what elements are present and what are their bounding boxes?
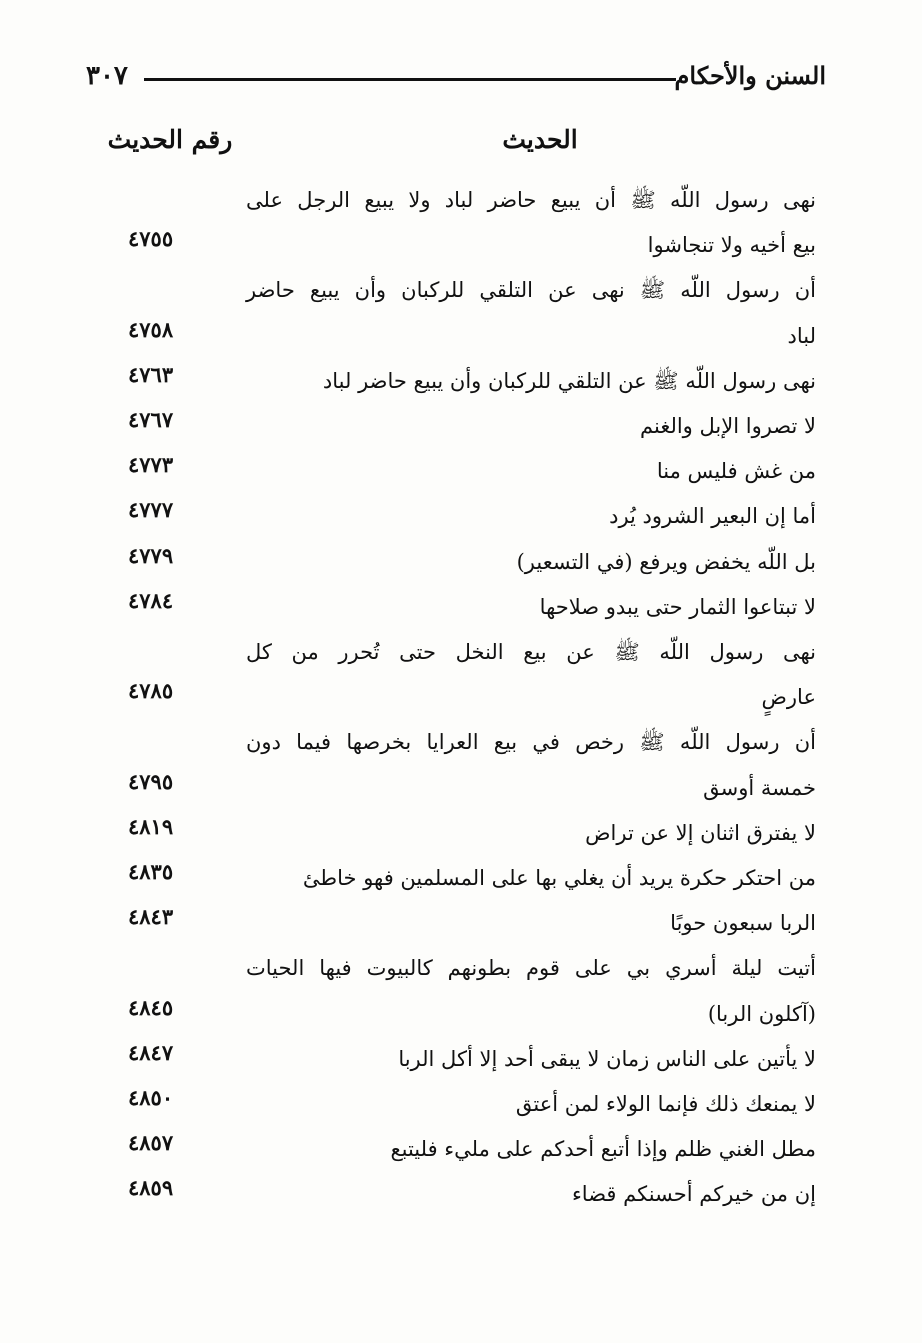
hadith-number: ٤٨٥٧	[128, 1130, 174, 1155]
hadith-number: ٤٨٥٠	[128, 1085, 174, 1110]
hadith-line: لا تبتاعوا الثمار حتى يبدو صلاحها	[539, 595, 816, 619]
hadith-line: أما إن البعير الشرود يُرد	[609, 504, 816, 528]
hadith-line: من احتكر حكرة يريد أن يغلي بها على المسلمين فهو خاطئ	[302, 866, 816, 890]
hadith-line: نهى رسول اللّه ﷺ أن يبيع حاضر لباد ولا يبيع الرجل على	[246, 188, 816, 212]
hadith-number: ٤٨٤٥	[128, 995, 174, 1020]
hadith-line: نهى رسول اللّه ﷺ عن التلقي للركبان وأن يبيع حاضر لباد	[322, 369, 816, 393]
hadith-number: ٤٧٨٥	[128, 678, 174, 703]
hadith-line: لا يفترق اثنان إلا عن تراض	[585, 821, 816, 845]
hadith-line: الربا سبعون حوبًا	[670, 911, 816, 935]
hadith-number: ٤٨١٩	[128, 814, 174, 839]
hadith-number-column-header: رقم الحديث	[107, 125, 233, 154]
hadith-line: بل اللّه يخفض ويرفع (في التسعير)	[516, 550, 816, 574]
hadith-number: ٤٨٥٩	[128, 1175, 174, 1200]
hadith-number: ٤٧٥٨	[128, 317, 174, 342]
book-title: السنن والأحكام	[674, 61, 826, 90]
hadith-line: خمسة أوسق	[703, 776, 816, 800]
hadith-line: من غش فليس منا	[656, 459, 816, 483]
hadith-line: أن رسول اللّه ﷺ رخص في بيع العرايا بخرصها فيما دون	[246, 730, 816, 754]
hadith-line: نهى رسول اللّه ﷺ عن بيع النخل حتى تُحرر من كل	[246, 640, 816, 664]
hadith-number: ٤٨٤٣	[128, 904, 174, 929]
hadith-line: لا يمنعك ذلك فإنما الولاء لمن أعتق	[515, 1092, 816, 1116]
hadith-line: مطل الغني ظلم وإذا أتبع أحدكم على مليء فليتبع	[390, 1137, 816, 1161]
hadith-number: ٤٧٧٧	[128, 497, 174, 522]
hadith-line: لا يأتين على الناس زمان لا يبقى أحد إلا أكل الربا	[398, 1047, 816, 1071]
hadith-column-header: الحديث	[502, 125, 578, 154]
hadith-number: ٤٧٧٣	[128, 452, 174, 477]
hadith-line: بيع أخيه ولا تنجاشوا	[647, 233, 816, 257]
hadith-number: ٤٧٧٩	[128, 543, 174, 568]
hadith-line: لباد	[787, 324, 816, 348]
page-number: ٣٠٧	[86, 61, 128, 91]
header-rule	[144, 78, 676, 81]
hadith-number: ٤٨٣٥	[128, 859, 174, 884]
hadith-line: أتيت ليلة أسري بي على قوم بطونهم كالبيوت فيها الحيات	[246, 956, 816, 980]
hadith-number: ٤٧٩٥	[128, 769, 174, 794]
hadith-line: عارضٍ	[761, 685, 816, 709]
hadith-line: لا تصروا الإبل والغنم	[640, 414, 816, 438]
hadith-number: ٤٧٦٣	[128, 362, 174, 387]
hadith-line: أن رسول اللّه ﷺ نهى عن التلقي للركبان وأن يبيع حاضر	[246, 278, 816, 302]
hadith-line: إن من خيركم أحسنكم قضاء	[571, 1182, 816, 1206]
running-header	[86, 58, 826, 98]
hadith-number: ٤٧٥٥	[128, 226, 174, 251]
hadith-number: ٤٨٤٧	[128, 1040, 174, 1065]
hadith-line: (آكلون الربا)	[707, 1002, 816, 1026]
hadith-number: ٤٧٨٤	[128, 588, 174, 613]
hadith-number: ٤٧٦٧	[128, 407, 174, 432]
